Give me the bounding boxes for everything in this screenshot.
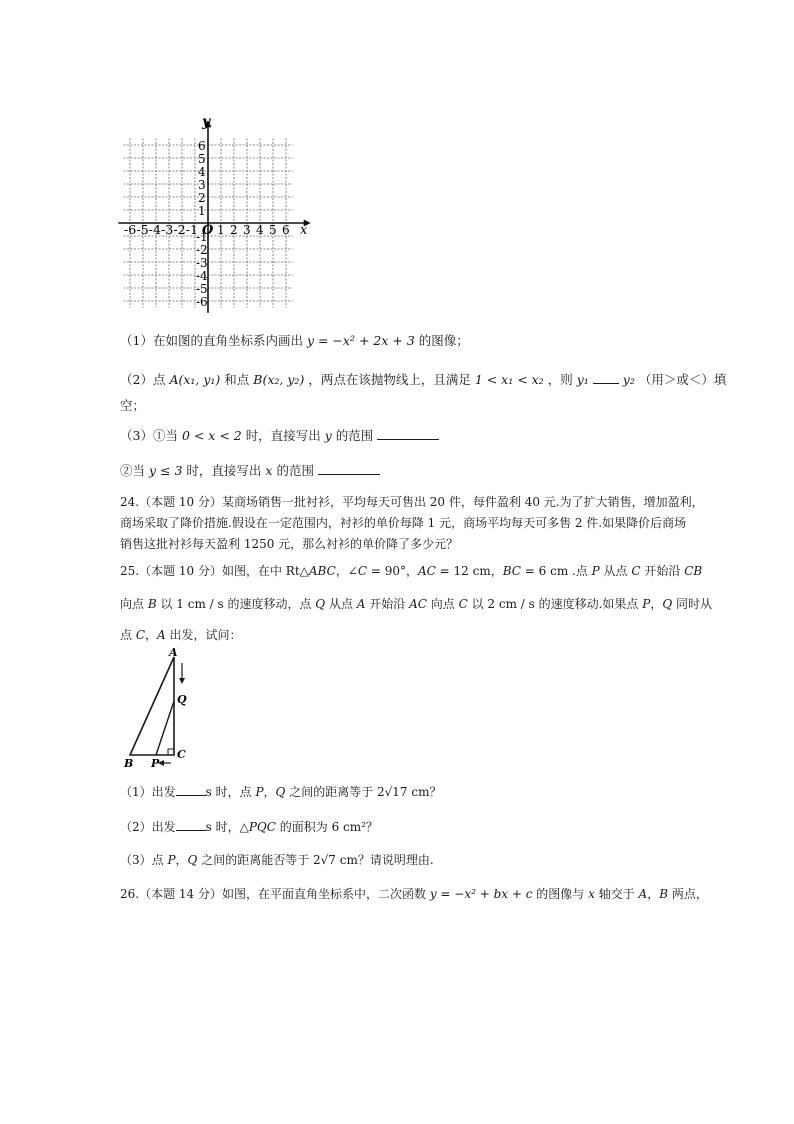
q25-l1-m: CB [684, 564, 703, 578]
grid-axes [118, 120, 310, 312]
q23-part3b [120, 462, 380, 479]
q25-l1-i: P [591, 564, 600, 578]
x-tick-2: 2 [230, 223, 238, 237]
q25-l1-c: C [357, 564, 368, 578]
q25-l2-b: B [147, 597, 157, 611]
q25-s1-b: s 时，点 [205, 785, 256, 799]
q25-l3-a: 点 [120, 628, 136, 642]
q25-l2-l: P [642, 597, 651, 611]
segment-pq [156, 701, 174, 755]
q25-l2-i: 向点 [426, 597, 459, 611]
q23-point-a: A(x₁, y₁) [169, 372, 221, 387]
q23-part3a-suffix: 时，直接写出 [245, 428, 321, 443]
q25-s3-b: P [167, 853, 176, 867]
vertex-label-a: A [169, 646, 178, 659]
q26-l1-e: 两点， [668, 887, 708, 901]
coordinate-grid-figure [110, 110, 320, 315]
q25-l3-d: A [157, 628, 166, 642]
triangle-figure [118, 645, 198, 770]
q23-part2-continued: 空； [120, 398, 146, 413]
q25-line3 [120, 627, 242, 643]
q25-l3-e: 出发，试问： [165, 628, 242, 642]
y-tick-neg-3: -3 [196, 256, 208, 270]
q25-s2-a: （2）出发 [120, 820, 176, 834]
q23-part1 [120, 333, 469, 349]
q25-sub1-answer-blank[interactable] [176, 783, 206, 796]
q23-part3a-variable: y [324, 428, 332, 443]
q25-s3-a: （3）点 [120, 853, 168, 867]
q23-point-b: B(x₂, y₂) [253, 372, 305, 387]
q23-part3b-condition: y ≤ 3 [149, 463, 183, 478]
q23-part3a-end: 的范围 [335, 428, 374, 443]
q25-l3-c: ， [145, 628, 158, 642]
y-tick-2: 2 [198, 191, 206, 205]
x-axis-label: x [300, 223, 308, 238]
x-positive-tick-labels [217, 223, 290, 237]
q25-s1-e: Q [275, 785, 286, 799]
q23-part3a-answer-blank[interactable] [377, 427, 439, 440]
q25-l1-a: 25.（本题 10 分）如图，在中 Rt△ [120, 564, 309, 578]
q25-l2-e: 从点 [325, 597, 357, 611]
arrow-down-head [179, 678, 185, 684]
y-tick-neg-1: -1 [196, 230, 208, 244]
q23-part2-condition: 1 < x₁ < x₂ [474, 372, 544, 387]
vertex-label-c: C [177, 748, 186, 761]
q25-l1-abc: ABC [308, 564, 336, 578]
q23-part2-and: 和点 [224, 372, 250, 387]
q25-l1-l: 开始沿 [640, 564, 685, 578]
q25-l2-d: Q [315, 597, 326, 611]
q26-l1-x: x [588, 887, 595, 901]
q25-line2 [120, 596, 712, 612]
q26-line1 [120, 886, 708, 902]
x-tick-3: 3 [243, 223, 251, 237]
q23-part3a-condition: 0 < x < 2 [181, 428, 242, 443]
q23-part3b-suffix: 时，直接写出 [186, 463, 262, 478]
q25-l2-o: 同时从 [672, 597, 712, 611]
q25-l1-h: = 6 cm .点 [520, 564, 592, 578]
y-axis-label: y [202, 114, 211, 130]
q26-l1-point-b: B [659, 887, 669, 901]
q25-l2-k: 以 2 cm / s 的速度移动.如果点 [467, 597, 643, 611]
q26-l1-d: ， [647, 887, 660, 901]
x-tick-1: 1 [217, 223, 225, 237]
q23-part3a [120, 427, 439, 444]
q23-y2: y₂ [622, 372, 635, 387]
q26-l1-b: 的图像与 [532, 887, 589, 901]
q23-part3b-variable: x [265, 463, 273, 478]
q26-l1-c: 轴交于 [594, 887, 639, 901]
q25-l2-a: 向点 [120, 597, 148, 611]
q25-line1 [120, 563, 702, 579]
y-tick-6: 6 [198, 139, 206, 153]
q26-formula: y = −x² + bx + c [429, 887, 533, 901]
q25-l2-j: C [458, 597, 468, 611]
q23-part1-formula: y = −x² + 2x + 3 [306, 333, 415, 348]
q25-l2-m: ， [650, 597, 663, 611]
q25-sub2 [120, 818, 378, 835]
q23-part2-mid: ，两点在该抛物线上，且满足 [308, 372, 471, 387]
point-label-p: P [151, 757, 160, 770]
q25-s1-f: 之间的距离等于 2√17 cm？ [285, 785, 442, 799]
y-tick-3: 3 [198, 178, 206, 192]
q25-l2-c: 以 1 cm / s 的速度移动，点 [156, 597, 316, 611]
q25-l2-n: Q [662, 597, 673, 611]
q26-l1-point-a: A [638, 887, 648, 901]
y-tick-neg-2: -2 [196, 243, 208, 257]
q25-sub3 [120, 852, 434, 868]
q25-s3-c: ， [175, 853, 188, 867]
q23-y1: y₁ [576, 372, 589, 387]
q23-part2-hint: （用＞或＜）填 [638, 372, 727, 387]
q23-part2-then: ，则 [547, 372, 573, 387]
x-tick-6: 6 [282, 223, 290, 237]
q25-s2-d: 的面积为 6 cm²？ [275, 820, 378, 834]
q25-s3-e: 之间的距离能否等于 2√7 cm？请说明理由. [197, 853, 434, 867]
q25-sub1 [120, 783, 441, 800]
origin-label: O [202, 223, 214, 238]
y-tick-neg-4: -4 [196, 269, 208, 283]
y-tick-neg-5: -5 [196, 282, 208, 296]
q25-l2-h: AC [409, 597, 427, 611]
q24-line2: 商场采取了降价措施.假设在一定范围内，衬衫的单价每降 1 元，商场平均每天可多售 2 件.如果降价后商场 [120, 516, 687, 530]
q23-part1-suffix: 的图像； [418, 333, 469, 348]
x-tick-4: 4 [256, 223, 264, 237]
vertex-label-b: B [124, 757, 134, 770]
q25-l1-k: C [631, 564, 641, 578]
y-tick-neg-6: -6 [196, 295, 208, 309]
q25-l3-b: C [135, 628, 146, 642]
q23-part3b-end: 的范围 [276, 463, 314, 478]
q23-part2 [120, 371, 726, 388]
y-tick-4: 4 [198, 165, 206, 179]
q23-part1-prefix: （1）在如图的直角坐标系内画出 [120, 333, 303, 348]
q25-sub2-answer-blank[interactable] [176, 818, 206, 831]
q25-s1-d: ， [263, 785, 276, 799]
q25-l1-j: 从点 [599, 564, 632, 578]
y-positive-tick-labels [198, 139, 206, 218]
q25-s2-c: PQC [248, 820, 276, 834]
q25-s1-c: P [255, 785, 264, 799]
q24-line1: 24.（本题 10 分）某商场销售一批衬衫，平均每天可售出 20 件，每件盈利 40 元.为了扩大销售，增加盈利， [120, 495, 704, 509]
q23-part3b-answer-blank[interactable] [318, 462, 380, 475]
y-tick-5: 5 [198, 152, 206, 166]
y-tick-1: 1 [198, 204, 206, 218]
q25-l2-f: A [356, 597, 366, 611]
x-negative-tick-labels: -6-5-4-3-2-1 [124, 223, 198, 237]
point-label-q: Q [177, 693, 187, 706]
q25-l1-e: AC [418, 564, 436, 578]
x-tick-5: 5 [269, 223, 277, 237]
q25-s1-a: （1）出发 [120, 785, 176, 799]
q25-s3-d: Q [187, 853, 198, 867]
right-angle-mark [168, 749, 174, 755]
q25-l1-g: BC [502, 564, 521, 578]
q25-l1-f: = 12 cm， [435, 564, 503, 578]
q25-s2-b: s 时，△ [205, 820, 249, 834]
q23-part3a-prefix: （3）①当 [120, 428, 178, 443]
q25-l1-d: = 90°， [367, 564, 418, 578]
q24-line3: 销售这批衬衫每天盈利 1250 元，那么衬衫的单价降了多少元？ [120, 537, 459, 551]
q25-l2-g: 开始沿 [365, 597, 410, 611]
q25-l1-b: ，∠ [335, 564, 358, 578]
q23-part3b-prefix: ②当 [120, 463, 146, 478]
q23-part2-answer-blank[interactable] [593, 371, 619, 384]
q26-l1-a: 26.（本题 14 分）如图，在平面直角坐标系中，二次函数 [120, 887, 430, 901]
y-negative-tick-labels [196, 230, 208, 309]
triangle-outline [130, 657, 174, 755]
q23-part2-prefix: （2）点 [120, 372, 166, 387]
